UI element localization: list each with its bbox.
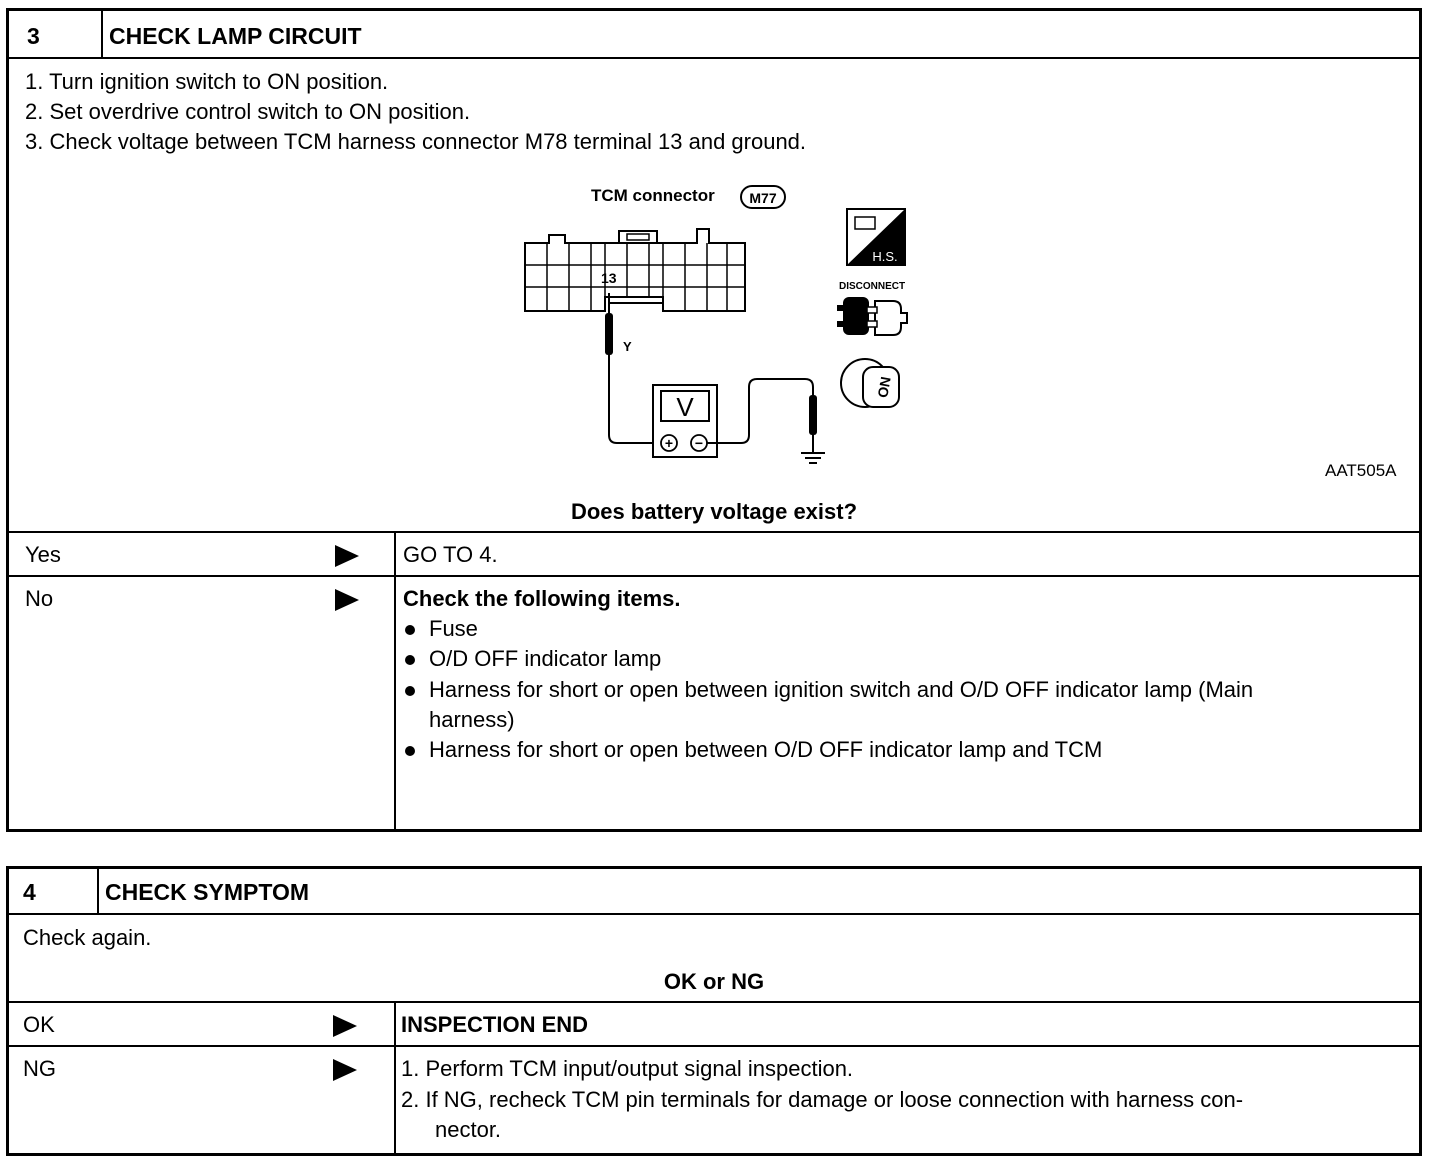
step3-number: 3 bbox=[27, 23, 40, 49]
step3-yes-label: Yes bbox=[25, 542, 61, 567]
step3-title-divider bbox=[9, 57, 1419, 59]
positive-probe bbox=[605, 313, 613, 355]
step4-box bbox=[6, 866, 1422, 1156]
step3-yes-action: GO TO 4. bbox=[403, 542, 498, 567]
voltmeter-symbol: V bbox=[676, 392, 694, 422]
bullet-icon bbox=[405, 746, 415, 756]
wire-color-label: Y bbox=[623, 339, 632, 354]
step4-number: 4 bbox=[23, 879, 36, 905]
connector-label: TCM connector bbox=[591, 186, 715, 205]
step3-instruction-3: 3. Check voltage between TCM harness connector M78 terminal 13 and ground. bbox=[25, 129, 807, 154]
step3-yes-arrow-icon bbox=[335, 545, 359, 567]
ignition-on-label: ON bbox=[874, 375, 894, 399]
step4-ng-item-2-cont: nector. bbox=[435, 1117, 502, 1142]
step3-no-item-3: Harness for short or open between ignition switch and O/D OFF indicator lamp (Main bbox=[429, 677, 1254, 702]
step3-yes-divider bbox=[9, 575, 1419, 577]
connector-latch bbox=[619, 231, 657, 243]
step4-ok-divider bbox=[9, 1045, 1419, 1047]
disconnect-label: DISCONNECT bbox=[839, 281, 906, 292]
step3-no-item-4: Harness for short or open between O/D OFF indicator lamp and TCM bbox=[429, 737, 1103, 762]
hs-label: H.S. bbox=[872, 249, 898, 264]
step3-number-divider bbox=[101, 11, 103, 57]
bullet-icon bbox=[405, 655, 415, 665]
disconnect-icon bbox=[837, 297, 907, 335]
step4-instruction: Check again. bbox=[23, 925, 152, 950]
step4-ok-action: INSPECTION END bbox=[401, 1012, 589, 1037]
step4-ok-arrow-icon bbox=[333, 1015, 357, 1037]
step3-no-label: No bbox=[25, 586, 54, 611]
step4-title: CHECK SYMPTOM bbox=[105, 879, 310, 905]
ground-icon bbox=[801, 453, 825, 463]
step3-instruction-1: 1. Turn ignition switch to ON position. bbox=[25, 69, 389, 94]
step3-title: CHECK LAMP CIRCUIT bbox=[109, 23, 362, 49]
step4-ng-item-1: 1. Perform TCM input/output signal inspection. bbox=[401, 1056, 854, 1081]
negative-probe bbox=[809, 395, 817, 435]
step3-instruction-2: 2. Set overdrive control switch to ON position. bbox=[25, 99, 471, 124]
tcm-connector-diagram bbox=[509, 177, 929, 477]
step3-question: Does battery voltage exist? bbox=[570, 499, 858, 524]
step4-result-divider bbox=[394, 1001, 396, 1155]
step3-no-item-1: Fuse bbox=[429, 616, 478, 641]
step4-question: OK or NG bbox=[663, 969, 765, 994]
voltmeter-minus: − bbox=[694, 435, 704, 451]
step3-no-arrow-icon bbox=[335, 589, 359, 611]
step3-no-heading: Check the following items. bbox=[403, 586, 681, 611]
voltmeter-plus: + bbox=[664, 435, 674, 451]
step3-no-item-2: O/D OFF indicator lamp bbox=[429, 646, 662, 671]
connector-id: M77 bbox=[749, 190, 777, 206]
figure-code: AAT505A bbox=[1325, 461, 1397, 480]
step4-ng-item-2: 2. If NG, recheck TCM pin terminals for damage or loose connection with harness con- bbox=[401, 1087, 1244, 1112]
step4-title-divider bbox=[9, 913, 1419, 915]
harness-side-icon bbox=[847, 209, 905, 265]
step4-ng-arrow-icon bbox=[333, 1059, 357, 1081]
step4-ok-label: OK bbox=[23, 1012, 55, 1037]
bullet-icon bbox=[405, 625, 415, 635]
step4-ng-label: NG bbox=[23, 1056, 56, 1081]
step4-question-divider bbox=[9, 1001, 1419, 1003]
bullet-icon bbox=[405, 686, 415, 696]
step4-number-divider bbox=[97, 869, 99, 913]
terminal-number: 13 bbox=[601, 270, 617, 286]
step3-no-item-3-cont: harness) bbox=[429, 707, 515, 732]
step3-question-divider bbox=[9, 531, 1419, 533]
step3-box bbox=[6, 8, 1422, 832]
ignition-key-icon bbox=[841, 359, 899, 407]
